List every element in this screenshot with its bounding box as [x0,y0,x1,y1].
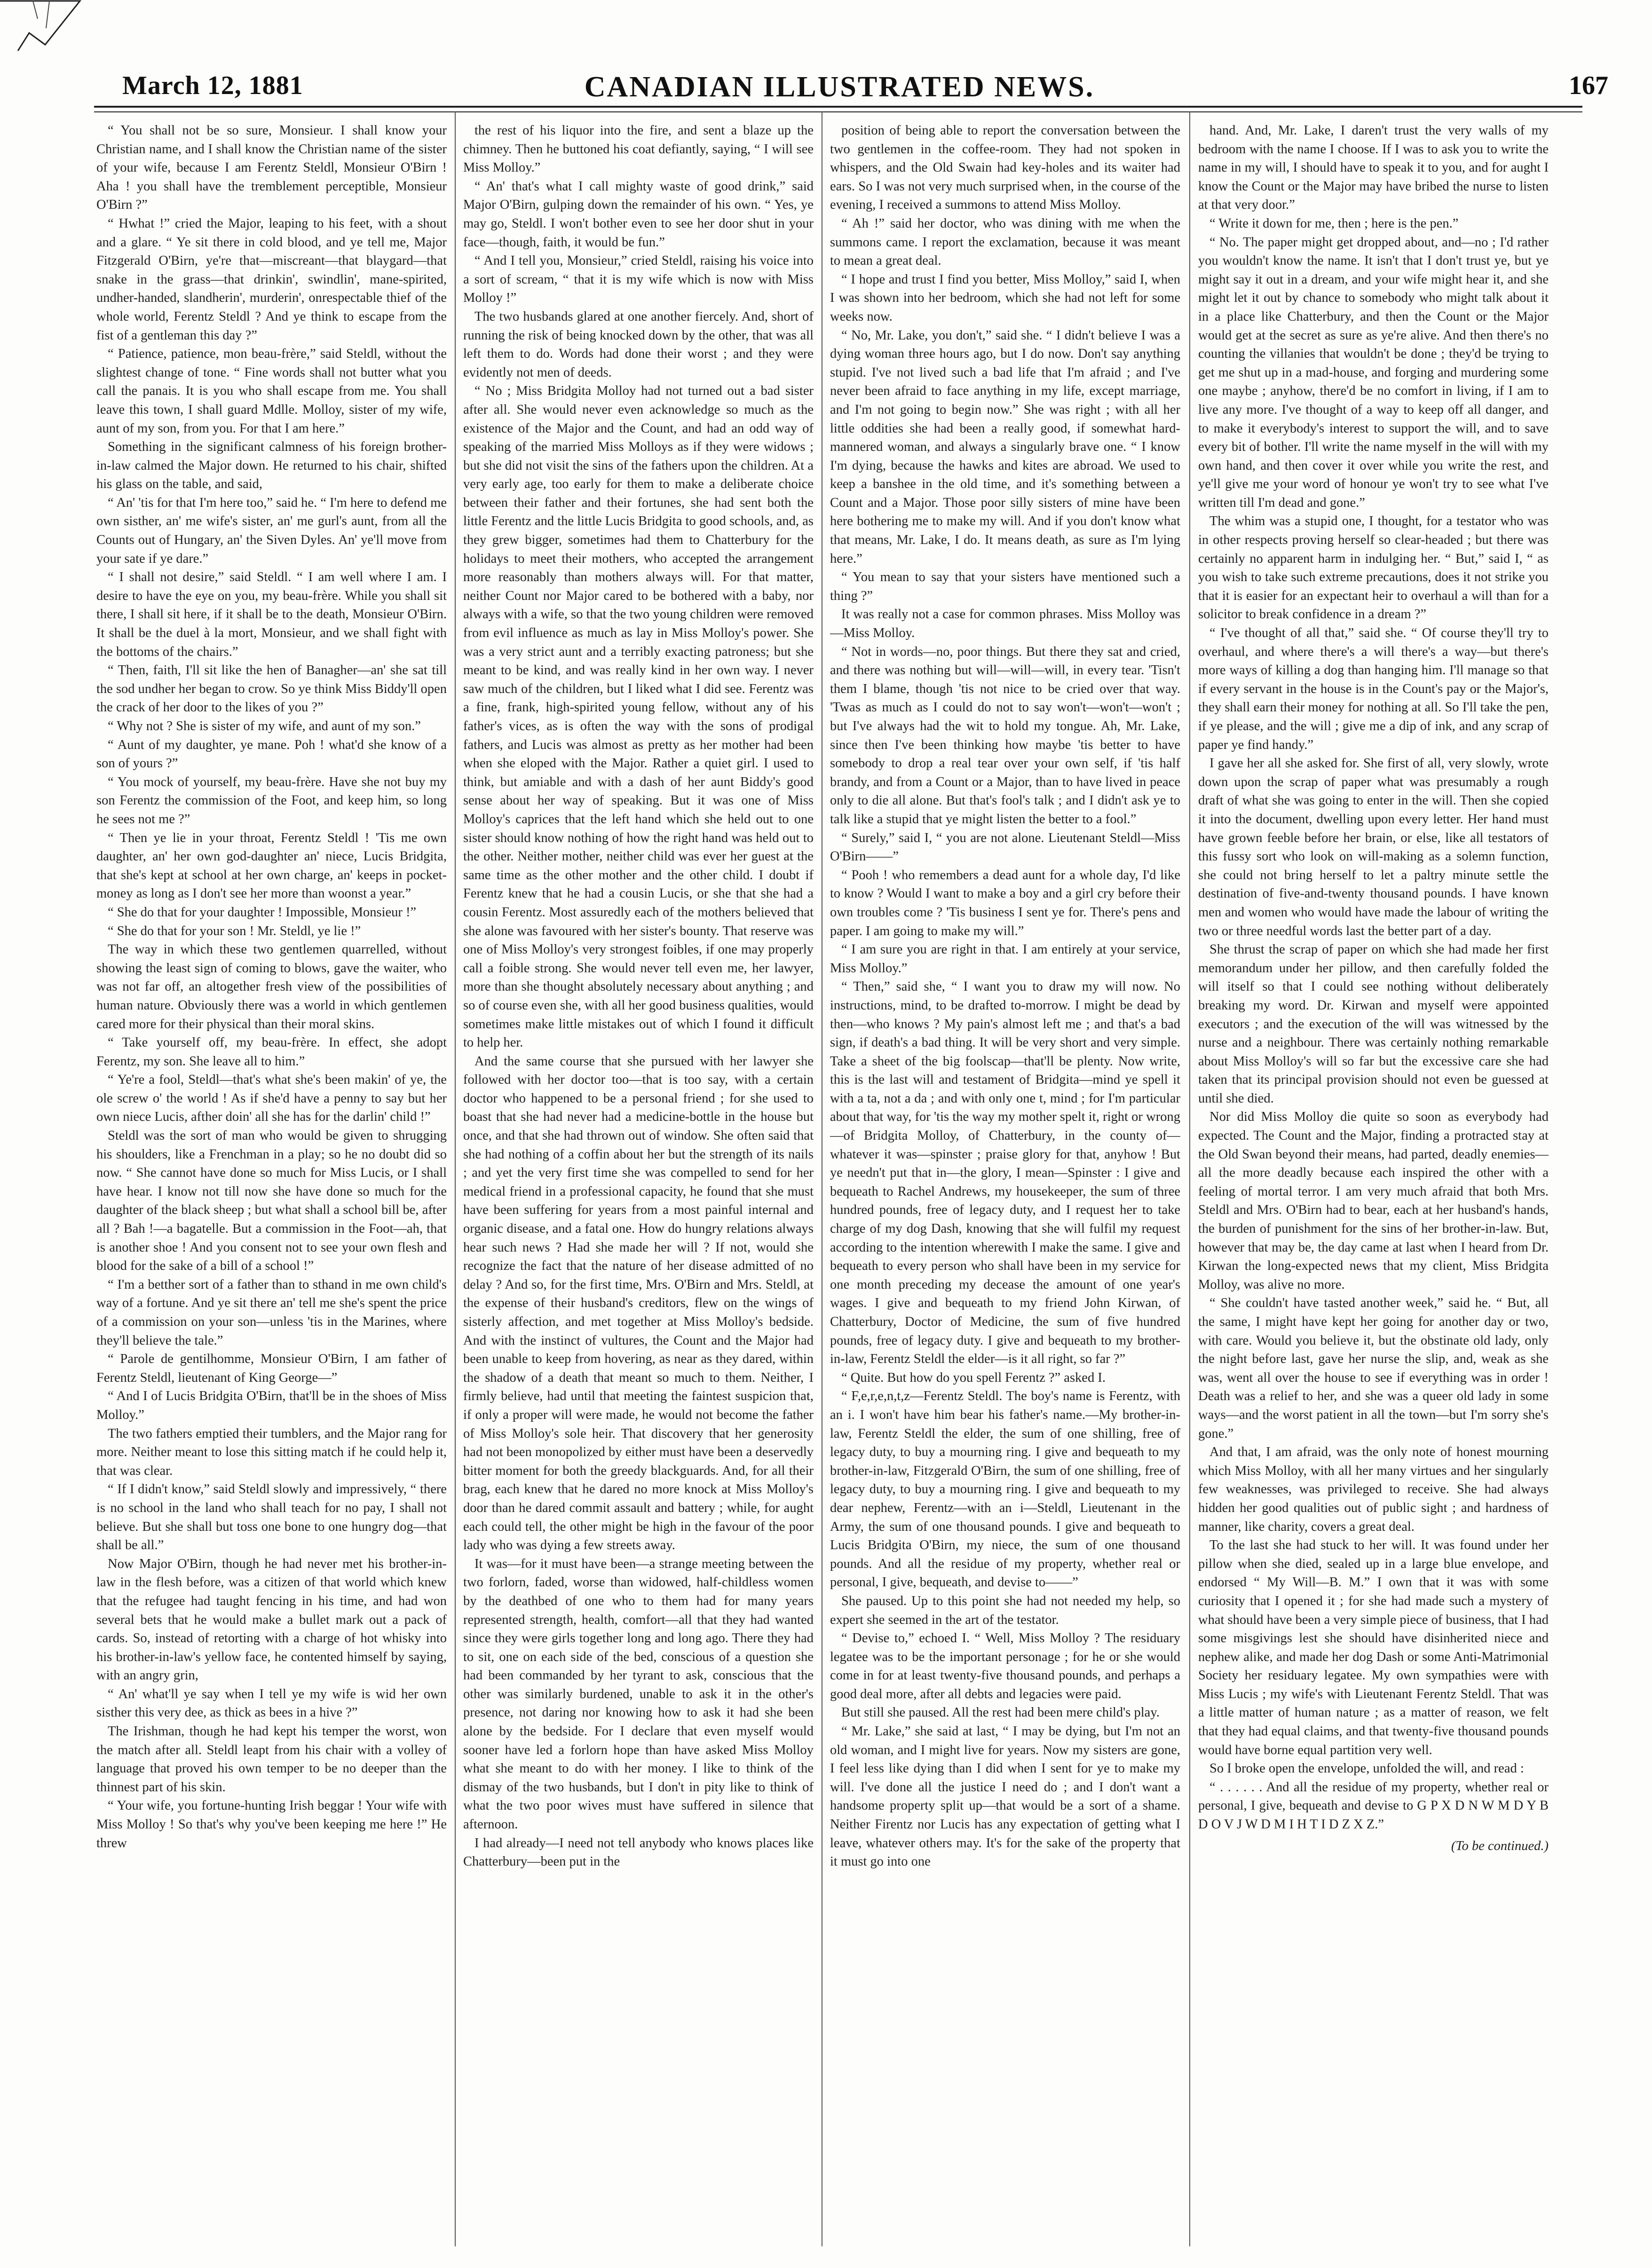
paragraph: “ Mr. Lake,” she said at last, “ I may be dying, but I'm not an old woman, and I might live for years. Now my sisters are gone, I feel less like dying than I did when I sent for ye to make my will. I've done all the justice I need do ; and I don't want a handsome property split up—that would be a sort of a shame. Neither Firentz nor Lucis has any expectation of getting what I leave, whatever others may. It's for the sake of the property that it must go into one [830,1724,1180,1869]
paragraph: And the same course that she pursued with her lawyer she followed with her doctor too—that is too say, with a certain doctor who happened to be a personal friend ; for she used to boast that she had never had a medicine-bottle in the house but once, and that she had thrown out of window. She often said that she had nothing of a coffin about her but the strength of its nails ; and yet the very first time she was compelled to send for her medical friend in a professional capacity, he found that she must have been suffering for years from a most painful internal and organic disease, and a fatal one. How do hungry relations always hear such news ? Had she made her will ? If not, would she recognize the fact that the nature of her disease admitted of no delay ? And so, for the first time, Mrs. O'Birn and Mrs. Steldl, at the expense of their husband's creditors, flew on the wings of sisterly affection, and met together at Miss Molloy's bedside. And with the instinct of vultures, the Count and the Major had been unable to keep from hovering, as near as they dared, within the shadow of a death that meant so much to them. Neither, I firmly believe, had until that meeting the faintest suspicion that, if only a proper will were made, he would not become the father of Miss Molloy's sole heir. That discovery that her generosity had not been monopolized by either must have been a deservedly bitter moment for both the greedy blackguards. And, for all their brag, each knew that he dared no more knock at Miss Molloy's door than he dared commit assault and battery ; while, for aught each could tell, the other might be high in the favour of the poor lady who was dying a few streets away. [463,1054,814,1553]
paragraph: The Irishman, though he had kept his temper the worst, won the match after all. Steldl leapt from his chair with a volley of language that proved his own temper to be no deeper than the thinnest part of his skin. [96,1724,447,1795]
paragraph: “ She do that for your daughter ! Impossible, Monsieur !” [108,905,417,920]
paragraph: I had already—I need not tell anybody who knows places like Chatterbury—been put in the [463,1835,814,1869]
paragraph: “ An' 'tis for that I'm here too,” said he. “ I'm here to defend me own sisther, an' me wife's sister, an' me gurl's aunt, from all the Counts out of Hungary, an' the Siven Dyles. An' ye'll move from your sate if ye dare.” [96,495,447,566]
paragraph: To the last she had stuck to her will. It was found under her pillow when she died, sealed up in a large blue envelope, and endorsed “ My Will—B. M.” I own that it was with some curiosity that I opened it ; for she had made such a mystery of what should have been a very simple piece of business, that I had some misgivings lest she should have disinherited niece and nephew alike, and made her dog Dash or some Anti-Matrimonial Society her residuary legatee. My own sympathies were with Miss Lucis ; my wife's with Lieutenant Ferentz Steldl. That was a little matter of human nature ; as a matter of reason, we felt that they had equal claims, and that twenty-five thousand pounds would have borne equal partition very well. [1198,1538,1549,1757]
page-header [71,71,1608,106]
text-column-4 [1198,121,1549,2246]
paragraph: “ Then, faith, I'll sit like the hen of Banagher—an' she sat till the sod undher her began to crow. So ye think Miss Biddy'll open the crack of her door to the likes of you ?” [96,663,447,715]
paragraph: She thrust the scrap of paper on which she had made her first memorandum under her pillow, and then carefully folded the will itself so that I could see nothing without deliberately breaking my word. Dr. Kirwan and myself were appointed executors ; and the execution of the will was witnessed by the nurse and a neighbour. There was certainly nothing remarkable about Miss Molloy's will so far but the excessive care she had taken that its principal provision should not even be guessed at until she died. [1198,942,1549,1106]
paragraph: “ Your wife, you fortune-hunting Irish beggar ! Your wife with Miss Molloy ! So that's why you've been keeping me here !” He threw [96,1798,447,1851]
publication-title: CANADIAN ILLUSTRATED NEWS. [584,71,1095,103]
text-column-2 [463,121,814,2246]
paragraph: “ I am sure you are right in that. I am entirely at your service, Miss Molloy.” [830,942,1180,976]
header-rule [94,106,1582,112]
paragraph: It was—for it must have been—a strange meeting between the two forlorn, faded, worse than widowed, half-childless women by the deathbed of one who to them had for many years represented strength, health, comfort—all that they had wanted since they were girls together long and long ago. There they had to sit, one on each side of the bed, conscious of a question she had been commanded by her tyrant to ask, conscious that the other was similarly burdened, unable to ask it in the other's presence, not daring nor knowing how to ask it had she been alone by the bedside. For I declare that even myself would sooner have led a forlorn hope than have asked Miss Molloy what she meant to do with her money. I like to think of the dismay of the two husbands, but I don't in pity like to think of what the two poor wives must have suffered in silence that afternoon. [463,1556,814,1832]
paragraph: “ Ye're a fool, Steldl—that's what she's been makin' of ye, the ole screw o' the world ! As if she'd have a penny to say but her own niece Lucis, afther doin' all she has for the darlin' child !” [96,1072,447,1125]
paragraph: “ I've thought of all that,” said she. “ Of course they'll try to overhaul, and where there's a will there's a way—but there's more ways of killing a dog than hanging him. I'll manage so that if every servant in the house is in the Count's pay or the Major's, they shall earn their money for nothing at all. So I'll take the pen, if ye please, and the will ; give me a dip of ink, and any scrap of paper ye find handy.” [1198,626,1549,752]
paragraph: “ Aunt of my daughter, ye mane. Poh ! what'd she know of a son of yours ?” [96,737,447,771]
text-column-1 [96,121,447,2246]
paragraph: Now Major O'Birn, though he had never met his brother-in-law in the flesh before, was a citizen of that world which knew that the refugee had taught fencing in his time, and had won several bets that he would make a bullet mark out a pack of cards. So, instead of retorting with a charge of hot whisky into his brother-in-law's yellow face, he contented himself by saying, with an angry grin, [96,1556,447,1683]
paragraph: “ She do that for your son ! Mr. Steldl, ye lie !” [108,923,361,938]
paragraph: She paused. Up to this point she had not needed my help, so expert she seemed in the art of the testator. [830,1593,1180,1627]
paragraph: Steldl was the sort of man who would be given to shrugging his shoulders, like a Frenchman in a play; so he no doubt did so now. “ She cannot have done so much for Miss Lucis, or I shall have hear. I know not till now she have done so much for the daughter of the black sheep ; but what shall a school bill be, after all ? Bah !—a bagatelle. But a commission in the Foot—ah, that is another shoe ! And you consent not to see your own flesh and blood for the sake of a bill of a school !” [96,1128,447,1274]
paragraph: But still she paused. All the rest had been mere child's play. [841,1705,1160,1720]
paragraph: “ You shall not be so sure, Monsieur. I shall know your Christian name, and I shall know the Christian name of the sister of your wife, because I am Ferentz Steldl, Monsieur O'Birn ! Aha ! you shall have the tremblement perceptible, Monsieur O'Birn ?” [96,123,447,213]
paragraph: “ No ; Miss Bridgita Molloy had not turned out a bad sister after all. She would never even acknowledge so much as the existence of the Major and the Count, and had an odd way of speaking of the married Miss Molloys as if they were widows ; but she did not visit the sins of the fathers upon the children. At a very early age, too early for them to make a deliberate choice between their father and their fortunes, she had sent both the little Ferentz and the little Lucis Bridgita to good schools, and, as they grew bigger, sometimes had them to Chatterbury for the holidays to meet their mothers, who accepted the arrangement more reasonably than mothers always will. For that matter, neither Count nor Major cared to be bothered with a baby, nor always with a wife, so that the two young children were removed from evil influence as much as lay in Miss Molloy's power. She was a very strict aunt and a terribly exacting patroness; but she meant to be kind, and was really kind in her own way. I never saw much of the children, but I liked what I did see. Ferentz was a fine, frank, high-spirited young fellow, without any of his father's vices, as is often the way with the sons of prodigal fathers, and Lucis was almost as pretty as her mother had been when she eloped with the Major. Rather a quiet girl. I used to think, but amiable and with a dash of her aunt Biddy's good sense about her way of speaking. But it was one of Miss Molloy's caprices that the left hand which she held out to one sister should know nothing of how the right hand was held out to the other. Neither mother, neither child was ever her guest at the same time as the other mother and the other child. I doubt if Ferentz knew that he had a cousin Lucis, or she that she had a cousin Ferentz. Most assuredly each of the mothers believed that she alone was favoured with her sister's bounty. That reserve was one of Miss Molloy's very strongest foibles, if one may properly call a foible strong. She would never tell even me, her lawyer, more than she thought absolutely necessary about anything ; and so of course even she, with all her good business qualities, would sometimes make little mistakes out of which I found it difficult to help her. [463,384,814,1050]
paragraph: “ Devise to,” echoed I. “ Well, Miss Molloy ? The residuary legatee was to be the important personage ; for he or she would come in for at least twenty-five thousand pounds, and perhaps a good deal more, after all debts and legacies were paid. [830,1631,1180,1701]
paragraph: “ I shall not desire,” said Steldl. “ I am well where I am. I desire to have the eye on you, my beau-frère. While you shall sit there, I shall sit here, if it shall be to the death, Monsieur O'Birn. It shall be the duel à la mort, Monsieur, and we shall fight with the bottoms of the chairs.” [96,570,447,659]
paragraph: The two husbands glared at one another fiercely. And, short of running the risk of being knocked down by the other, that was all left them to do. Words had done their worst ; and they were evidently not men of deeds. [463,309,814,380]
paragraph: And that, I am afraid, was the only note of honest mourning which Miss Molloy, with all her many virtues and her singularly few weaknesses, was privileged to receive. She had always hidden her good qualities out of public sight ; and hardness of manner, like charity, covers a great deal. [1198,1445,1549,1534]
paragraph: “ Ah !” said her doctor, who was dining with me when the summons came. I report the exclamation, because it was meant to mean a great deal. [830,216,1180,268]
paragraph: position of being able to report the conversation between the two gentlemen in the coffee-room. They had not spoken in whispers, and the Old Swain had key-holes and its waiter had ears. So I was not very much surprised when, in the course of the evening, I received a summons to attend Miss Molloy. [830,123,1180,213]
paragraph: “ No. The paper might get dropped about, and—no ; I'd rather you wouldn't know the name. It isn't that I don't trust ye, but ye might say it out in a dream, and your wife might hear it, and she might let it out by chance to somebody who might talk about it in a place like Chatterbury, and then the Count or the Major would get at the secret as sure as ye're alive. And then there's no counting the villanies that wouldn't be done ; they'd be trying to get me shut up in a mad-house, and forging and murdering some one maybe ; anyhow, there'd be no comfort in living, if I am to live any more. I've thought of a way to keep off all danger, and to make it everybody's interest to support the will, and to save every bit of bother. I'll write the name myself in the will with my own hand, and then cover it over while you write the rest, and ye'll give me your word of honour ye won't try to see what I've written till I'm dead and gone.” [1198,235,1549,510]
paragraph: “ Not in words—no, poor things. But there they sat and cried, and there was nothing but will—will—will, in every tear. 'Tisn't them I blame, though 'tis not nice to be cried over that way. 'Twas as much as I could do not to say won't—won't—won't ; but I've always had the wit to hold my tongue. Ah, Mr. Lake, since then I've been thinking how maybe 'tis better to have somebody to drop a real tear over your own self, if 'tis half brandy, and from a Count or a Major, than to have lived in peace only to die all alone. But that's fool's talk ; and I didn't ask ye to talk like a stupid that ye might listen the better to a fool.” [830,644,1180,827]
paragraph: It was really not a case for common phrases. Miss Molloy was—Miss Molloy. [830,607,1180,641]
paragraph: “ Quite. But how do you spell Ferentz ?” asked I. [841,1370,1106,1385]
paragraph: The whim was a stupid one, I thought, for a testator who was in other respects proving herself so clear-headed ; but there was certainly no apparent harm in indulging her. “ But,” said I, “ as you wish to take such extreme precautions, does it not strike you that it is easier for an expectant heir to overhaul a will than for a solicitor to break confidence in a dream ?” [1198,514,1549,622]
paragraph: “ Parole de gentilhomme, Monsieur O'Birn, I am father of Ferentz Steldl, lieutenant of King George—” [96,1352,447,1385]
paragraph: hand. And, Mr. Lake, I daren't trust the very walls of my bedroom with the name I choose. If I was to ask you to write the name in my will, I should have to speak it to you, and for aught I know the Count or the Major may have bribed the nurse to listen at that very door.” [1198,123,1549,213]
paragraph: “ If I didn't know,” said Steldl slowly and impressively, “ there is no school in the land who shall teach for no pay, I shall not believe. But she shall but toss one bone to one hungry dog—that shall be all.” [96,1482,447,1553]
paragraph: “ I'm a betther sort of a father than to sthand in me own child's way of a fortune. And ye sit there an' tell me she's spent the price of a commission on your son—unless 'tis in the Marines, where they'll believe the tale.” [96,1277,447,1348]
paragraph: “ You mean to say that your sisters have mentioned such a thing ?” [830,570,1180,603]
paragraph: “ And I of Lucis Bridgita O'Birn, that'll be in the shoes of Miss Molloy.” [96,1389,447,1422]
paragraph: “ Why not ? She is sister of my wife, and aunt of my son.” [108,719,421,733]
paragraph: “ Take yourself off, my beau-frère. In effect, she adopt Ferentz, my son. She leave all to him.” [96,1035,447,1069]
paragraph: “ An' what'll ye say when I tell ye my wife is wid her own sisther this very dee, as thick as bees in a hive ?” [96,1686,447,1720]
paragraph: “ Then ye lie in your throat, Ferentz Steldl ! 'Tis me own daughter, an' her own god-daughter an' niece, Lucis Bridgita, that she's kept at school at her own charge, an' keeps in pocket-money as long as I don't see her more than woonst a year.” [96,830,447,901]
paragraph: “ F,e,r,e,n,t,z—Ferentz Steldl. The boy's name is Ferentz, with an i. I won't have him bear his father's name.—My brother-in-law, Ferentz Steldl the elder, the sum of one shilling, free of legacy duty, to buy a mourning ring. I give and bequeath to my brother-in-law, Fitzgerald O'Birn, the sum of one shilling, free of legacy duty, to buy a mourning ring. I give and bequeath to my dear nephew, Ferentz—with an i—Steldl, Lieutenant in the Army, the sum of one thousand pounds. I give and bequeath to Lucis Bridgita O'Birn, my niece, the sum of one thousand pounds. And all the residue of my property, whether real or personal, I give, bequeath, and devise to——” [830,1389,1180,1590]
paragraph: “ I hope and trust I find you better, Miss Molloy,” said I, when I was shown into her bedroom, which she had not left for some weeks now. [830,272,1180,324]
paragraph: So I broke open the envelope, unfolded the will, and read : [1209,1761,1524,1776]
paragraph: Something in the significant calmness of his foreign brother-in-law calmed the Major down. He returned to his chair, shifted his glass on the table, and said, [96,440,447,492]
paragraph: Nor did Miss Molloy die quite so soon as everybody had expected. The Count and the Major, finding a protracted stay at the Old Swan beyond their means, had parted, deadly enemies—all the more deadly because each inspired the other with a feeling of mortal terror. I am very much afraid that both Mrs. Steldl and Mrs. O'Birn had to bear, each at her husband's hands, the burden of punishment for the sins of her brother-in-law. But, however that may be, the day came at last when I heard from Dr. Kirwan the long-expected news that my client, Miss Bridgita Molloy, was alive no more. [1198,1110,1549,1292]
paragraph: “ . . . . . . And all the residue of my property, whether real or personal, I give, bequeath and devise to G P X D N W M D Y B D O V J W D M I H T I D Z X Z.” [1198,1780,1549,1832]
paragraph: “ Write it down for me, then ; here is the pen.” [1209,216,1459,231]
text-column-3 [830,121,1180,2246]
paragraph: “ She couldn't have tasted another week,” said he. “ But, all the same, I might have kept her going for another day or two, with care. Would you believe it, but the obstinate old lady, only the night before last, gave her nurse the slip, and, weak as she was, went all over the house to see if everything was in order ! Death was a relief to her, and she was a queer old lady in some ways—and the worst patient in all the town—but I'm sorry she's gone.” [1198,1296,1549,1441]
column-divider [455,112,456,2246]
page-number: 167 [1569,71,1608,100]
column-divider [1189,112,1190,2246]
paragraph: “ Pooh ! who remembers a dead aunt for a whole day, I'd like to know ? Would I want to make a boy and a girl cry before their own troubles come ? 'Tis business I sent ye for. There's pens and paper. I am going to make my will.” [830,867,1180,938]
paragraph: The way in which these two gentlemen quarrelled, without showing the least sign of coming to blows, gave the waiter, who was not far off, an altogether fresh view of the possibilities of human nature. Obviously there was a world in which gentlemen cared more for their physical than their moral skins. [96,942,447,1032]
issue-date: March 12, 1881 [122,71,303,100]
paragraph: “ Then,” said she, “ I want you to draw my will now. No instructions, mind, to be drafted to-morrow. I might be dead by then—who knows ? My pain's almost left me ; and that's a bad sign, if death's a bad thing. It will be very short and very simple. Take a sheet of the big foolscap—that'll be plenty. Now write, this is the last will and testament of Bridgita—mind ye spell it with a ta, not a da ; and with only one t, mind ; for I'm particular about that way, for 'tis the way my mother spelt it, right or wrong—of Bridgita Molloy, of Chatterbury, in the county of—whatever it was—spinster ; praise glory for that, anyhow ! But ye needn't put that in—the glory, I mean—Spinster : I give and bequeath to Rachel Andrews, my housekeeper, the sum of three hundred pounds, free of legacy duty, and I request her to take charge of my dog Dash, knowing that she will fulfil my request according to the intention wherewith I make the same. I give and bequeath to every person who shall have been in my service for one month preceding my decease the amount of one year's wages. I give and bequeath to my friend John Kirwan, of Chatterbury, Doctor of Medicine, the sum of five hundred pounds, free of legacy duty. I give and bequeath to my brother-in-law, Ferentz Steldl the elder—is it all right, so far ?” [830,979,1180,1367]
paragraph: the rest of his liquor into the fire, and sent a blaze up the chimney. Then he buttoned his coat defiantly, saying, “ I will see Miss Molloy.” [463,123,814,175]
paragraph: “ You mock of yourself, my beau-frère. Have she not buy my son Ferentz the commission of the Foot, and keep him, so long he sees not me ?” [96,774,447,827]
paragraph: “ And I tell you, Monsieur,” cried Steldl, raising his voice into a sort of scream, “ that it is my wife which is now with Miss Molloy !” [463,253,814,306]
paragraph: The two fathers emptied their tumblers, and the Major rang for more. Neither meant to lose this sitting match if he could help it, that was clear. [96,1426,447,1478]
torn-corner-mark [0,0,82,52]
paragraph: I gave her all she asked for. She first of all, very slowly, wrote down upon the scrap of paper what was presumably a rough draft of what she was going to enter in the will. Then she copied it into the document, dwelling upon every letter. Her hand must have grown feeble before her brain, or else, like all testators of this fussy sort who look on will-making as a solemn function, she could not bring herself to let a paltry minute settle the destination of five-and-twenty thousand pounds. I have known men and women who would have made the labour of writing the two or three needful words last the better part of a day. [1198,756,1549,938]
paragraph: “ Hwhat !” cried the Major, leaping to his feet, with a shout and a glare. “ Ye sit there in cold blood, and ye tell me, Major Fitzgerald O'Birn, ye're that—miscreant—that blaygard—that snake in the grass—that drinkin', swindlin', mane-spirited, undher-handed, slandherin', murderin', onrespectable thief of the whole world, Ferentz Steldl ? And ye think to escape from the fist of a gentleman this day ?” [96,216,447,343]
to-be-continued-note: (To be continued.) [1451,1838,1549,1853]
paragraph: “ No, Mr. Lake, you don't,” said she. “ I didn't believe I was a dying woman three hours ago, but I do now. Don't say anything stupid. I've not lived such a bad life that I'm afraid ; and I've never been afraid to face anything in my life, except marriage, and I'm not going to begin now.” She was right ; with all her little oddities she had been a really good, if somewhat hard-mannered woman, and always a singularly brave one. “ I know I'm dying, because the hawks and kites are abroad. We used to keep a banshee in the old time, and it's something between a Count and a Major. Those poor silly sisters of mine have been here bothering me to make my will. And if you don't know what that means, Mr. Lake, I do. It means death, as sure as I'm lying here.” [830,328,1180,566]
paragraph: “ Surely,” said I, “ you are not alone. Lieutenant Steldl—Miss O'Birn——” [830,830,1180,864]
paragraph: “ An' that's what I call mighty waste of good drink,” said Major O'Birn, gulping down the remainder of his own. “ Yes, ye may go, Steldl. I won't bother even to see her door shut in your face—though, faith, it would be fun.” [463,179,814,250]
paragraph: “ Patience, patience, mon beau-frère,” said Steldl, without the slightest change of tone. “ Fine words shall not butter what you call the panais. It is you who shall escape from me. You shall leave this town, I shall guard Mdlle. Molloy, sister of my wife, aunt of my son, from you. For that I am here.” [96,346,447,436]
